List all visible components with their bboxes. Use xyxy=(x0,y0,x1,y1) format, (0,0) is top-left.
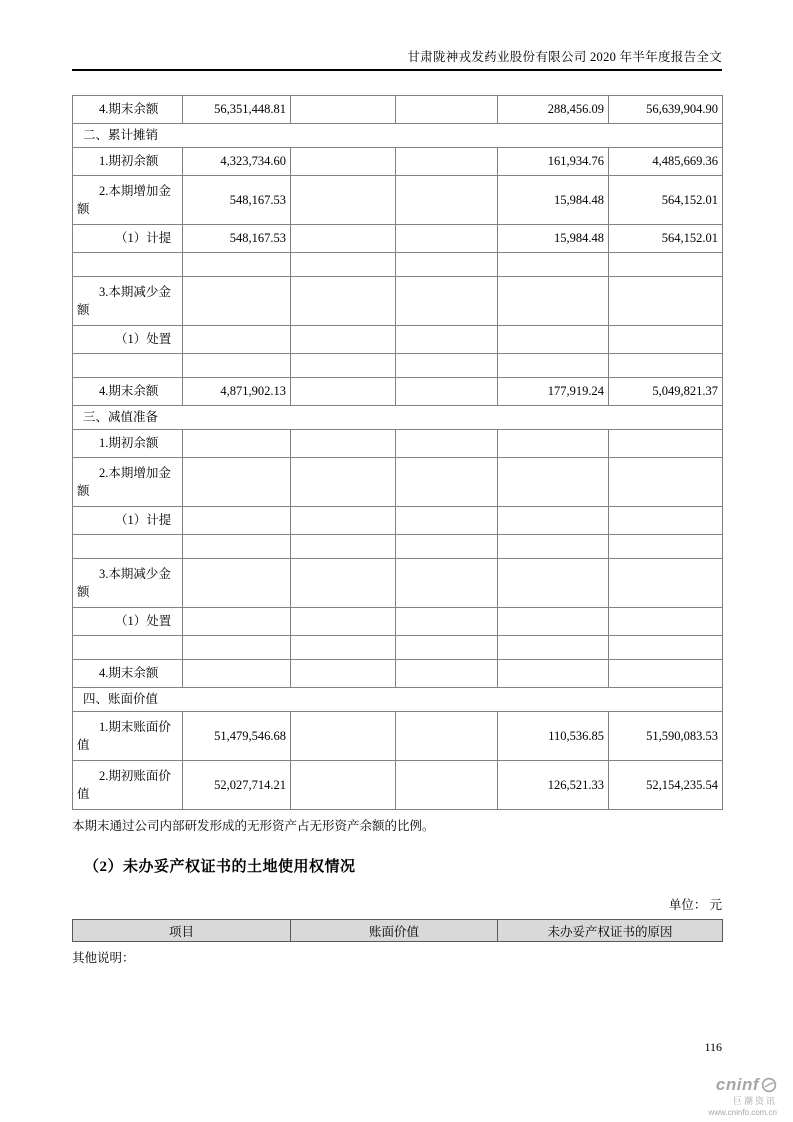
row-value xyxy=(291,535,396,559)
row-value xyxy=(609,458,723,507)
row-value: 288,456.09 xyxy=(498,96,609,124)
row-value xyxy=(396,176,498,225)
table1-row xyxy=(73,535,723,559)
row-value xyxy=(291,458,396,507)
row-value xyxy=(609,608,723,636)
table1-row xyxy=(73,96,723,124)
table1-row xyxy=(73,559,723,608)
row-value: 110,536.85 xyxy=(498,712,609,761)
report-title: 甘肃陇神戎发药业股份有限公司 2020 年半年度报告全文 xyxy=(407,50,722,64)
row-value xyxy=(498,253,609,277)
table1-row xyxy=(73,608,723,636)
row-value xyxy=(291,507,396,535)
row-value: 52,154,235.54 xyxy=(609,761,723,810)
row-value xyxy=(609,277,723,326)
cninfo-logo xyxy=(709,1076,777,1117)
row-value xyxy=(183,253,291,277)
row-value: 56,639,904.90 xyxy=(609,96,723,124)
row-value xyxy=(396,148,498,176)
row-value xyxy=(396,458,498,507)
row-value xyxy=(396,636,498,660)
row-value: 51,479,546.68 xyxy=(183,712,291,761)
row-value xyxy=(183,559,291,608)
land-table-header-row xyxy=(73,920,723,942)
row-value xyxy=(291,326,396,354)
row-label xyxy=(73,253,183,277)
row-value: 161,934.76 xyxy=(498,148,609,176)
row-value: 15,984.48 xyxy=(498,176,609,225)
table1-row xyxy=(73,176,723,225)
row-value xyxy=(498,535,609,559)
row-value xyxy=(498,507,609,535)
row-label: （1）计提 xyxy=(73,507,183,535)
row-value xyxy=(183,277,291,326)
logo-url: www.cninfo.com.cn xyxy=(708,1108,777,1117)
row-value xyxy=(396,430,498,458)
intangible-assets-table-body xyxy=(73,96,723,810)
row-value xyxy=(609,636,723,660)
row-label: （1）计提 xyxy=(73,225,183,253)
row-value xyxy=(291,378,396,406)
row-value xyxy=(396,608,498,636)
table1-row xyxy=(73,507,723,535)
row-label: 2.本期增加金额 xyxy=(73,176,183,225)
row-value: 4,485,669.36 xyxy=(609,148,723,176)
row-label: 二、累计摊销 xyxy=(73,124,723,148)
row-label: （1）处置 xyxy=(73,326,183,354)
row-value xyxy=(291,559,396,608)
table1-row xyxy=(73,430,723,458)
row-value: 15,984.48 xyxy=(498,225,609,253)
table1-row xyxy=(73,660,723,688)
row-value xyxy=(396,559,498,608)
row-value xyxy=(396,225,498,253)
table1-row xyxy=(73,458,723,507)
row-value xyxy=(396,712,498,761)
table1-section-row xyxy=(73,124,723,148)
row-value xyxy=(396,535,498,559)
land-use-rights-table xyxy=(72,919,723,942)
intangible-assets-table xyxy=(72,95,723,810)
row-value xyxy=(498,608,609,636)
row-value: 177,919.24 xyxy=(498,378,609,406)
row-label: 三、减值准备 xyxy=(73,406,723,430)
column-header: 账面价值 xyxy=(291,920,498,942)
row-label: 1.期末账面价值 xyxy=(73,712,183,761)
row-value xyxy=(291,608,396,636)
row-value xyxy=(291,253,396,277)
row-value xyxy=(183,458,291,507)
row-value xyxy=(609,507,723,535)
row-value: 56,351,448.81 xyxy=(183,96,291,124)
row-value xyxy=(498,636,609,660)
row-value xyxy=(396,253,498,277)
table1-row xyxy=(73,761,723,810)
row-value xyxy=(183,608,291,636)
table1-section-row xyxy=(73,406,723,430)
table1-row xyxy=(73,326,723,354)
header-divider xyxy=(72,69,722,71)
row-value: 564,152.01 xyxy=(609,176,723,225)
row-label xyxy=(73,535,183,559)
row-value xyxy=(291,148,396,176)
row-value xyxy=(396,96,498,124)
row-value: 51,590,083.53 xyxy=(609,712,723,761)
row-value xyxy=(396,326,498,354)
row-label: 3.本期减少金额 xyxy=(73,277,183,326)
row-label: 2.本期增加金额 xyxy=(73,458,183,507)
row-value xyxy=(183,430,291,458)
row-value xyxy=(396,277,498,326)
row-value: 4,871,902.13 xyxy=(183,378,291,406)
row-value: 548,167.53 xyxy=(183,176,291,225)
row-value xyxy=(291,712,396,761)
table1-row xyxy=(73,253,723,277)
row-value xyxy=(498,458,609,507)
row-value xyxy=(498,354,609,378)
table1-row xyxy=(73,225,723,253)
row-value xyxy=(183,535,291,559)
table1-row xyxy=(73,148,723,176)
row-value xyxy=(396,660,498,688)
row-value xyxy=(183,354,291,378)
row-value xyxy=(609,354,723,378)
row-value xyxy=(183,507,291,535)
row-label: 四、账面价值 xyxy=(73,688,723,712)
row-label: 1.期初余额 xyxy=(73,430,183,458)
row-value: 564,152.01 xyxy=(609,225,723,253)
row-value xyxy=(498,326,609,354)
section-heading: （2）未办妥产权证书的土地使用权情况 xyxy=(84,859,356,875)
row-value xyxy=(609,559,723,608)
row-label: 4.期末余额 xyxy=(73,660,183,688)
row-value xyxy=(183,660,291,688)
row-value xyxy=(291,636,396,660)
row-value xyxy=(498,660,609,688)
row-value xyxy=(183,636,291,660)
row-value xyxy=(291,176,396,225)
table1-row xyxy=(73,277,723,326)
table1-row xyxy=(73,636,723,660)
row-value xyxy=(291,96,396,124)
row-value xyxy=(609,660,723,688)
row-label: 1.期初余额 xyxy=(73,148,183,176)
logo-top-row xyxy=(716,1076,777,1093)
row-value xyxy=(291,277,396,326)
logo-company-name: 巨潮资讯 xyxy=(732,1096,777,1106)
logo-brand-text: cninf xyxy=(715,1075,759,1094)
row-label: （1）处置 xyxy=(73,608,183,636)
row-value xyxy=(609,253,723,277)
row-value: 548,167.53 xyxy=(183,225,291,253)
row-value xyxy=(291,761,396,810)
row-value xyxy=(291,225,396,253)
table1-row xyxy=(73,354,723,378)
table1-row xyxy=(73,712,723,761)
document-header xyxy=(72,47,722,65)
row-value xyxy=(183,326,291,354)
row-label: 3.本期减少金额 xyxy=(73,559,183,608)
row-value xyxy=(396,378,498,406)
row-value: 52,027,714.21 xyxy=(183,761,291,810)
other-note: 其他说明： xyxy=(72,951,135,965)
row-value: 5,049,821.37 xyxy=(609,378,723,406)
row-value xyxy=(396,507,498,535)
row-value xyxy=(609,430,723,458)
row-value xyxy=(291,430,396,458)
table-footnote: 本期末通过公司内部研发形成的无形资产占无形资产余额的比例。 xyxy=(72,819,435,833)
row-value: 126,521.33 xyxy=(498,761,609,810)
table1-section-row xyxy=(73,688,723,712)
row-value: 4,323,734.60 xyxy=(183,148,291,176)
cninfo-globe-icon xyxy=(761,1077,777,1093)
row-label: 4.期末余额 xyxy=(73,96,183,124)
row-value xyxy=(498,277,609,326)
row-label: 4.期末余额 xyxy=(73,378,183,406)
row-value xyxy=(291,354,396,378)
column-header: 未办妥产权证书的原因 xyxy=(498,920,723,942)
row-value xyxy=(498,430,609,458)
row-label xyxy=(73,636,183,660)
row-value xyxy=(498,559,609,608)
row-value xyxy=(291,660,396,688)
row-value xyxy=(609,535,723,559)
table1-row xyxy=(73,378,723,406)
unit-label: 单位： 元 xyxy=(668,898,722,912)
row-value xyxy=(609,326,723,354)
row-label: 2.期初账面价值 xyxy=(73,761,183,810)
row-value xyxy=(396,761,498,810)
row-label xyxy=(73,354,183,378)
page-number: 116 xyxy=(704,1040,722,1054)
row-value xyxy=(396,354,498,378)
column-header: 项目 xyxy=(73,920,291,942)
